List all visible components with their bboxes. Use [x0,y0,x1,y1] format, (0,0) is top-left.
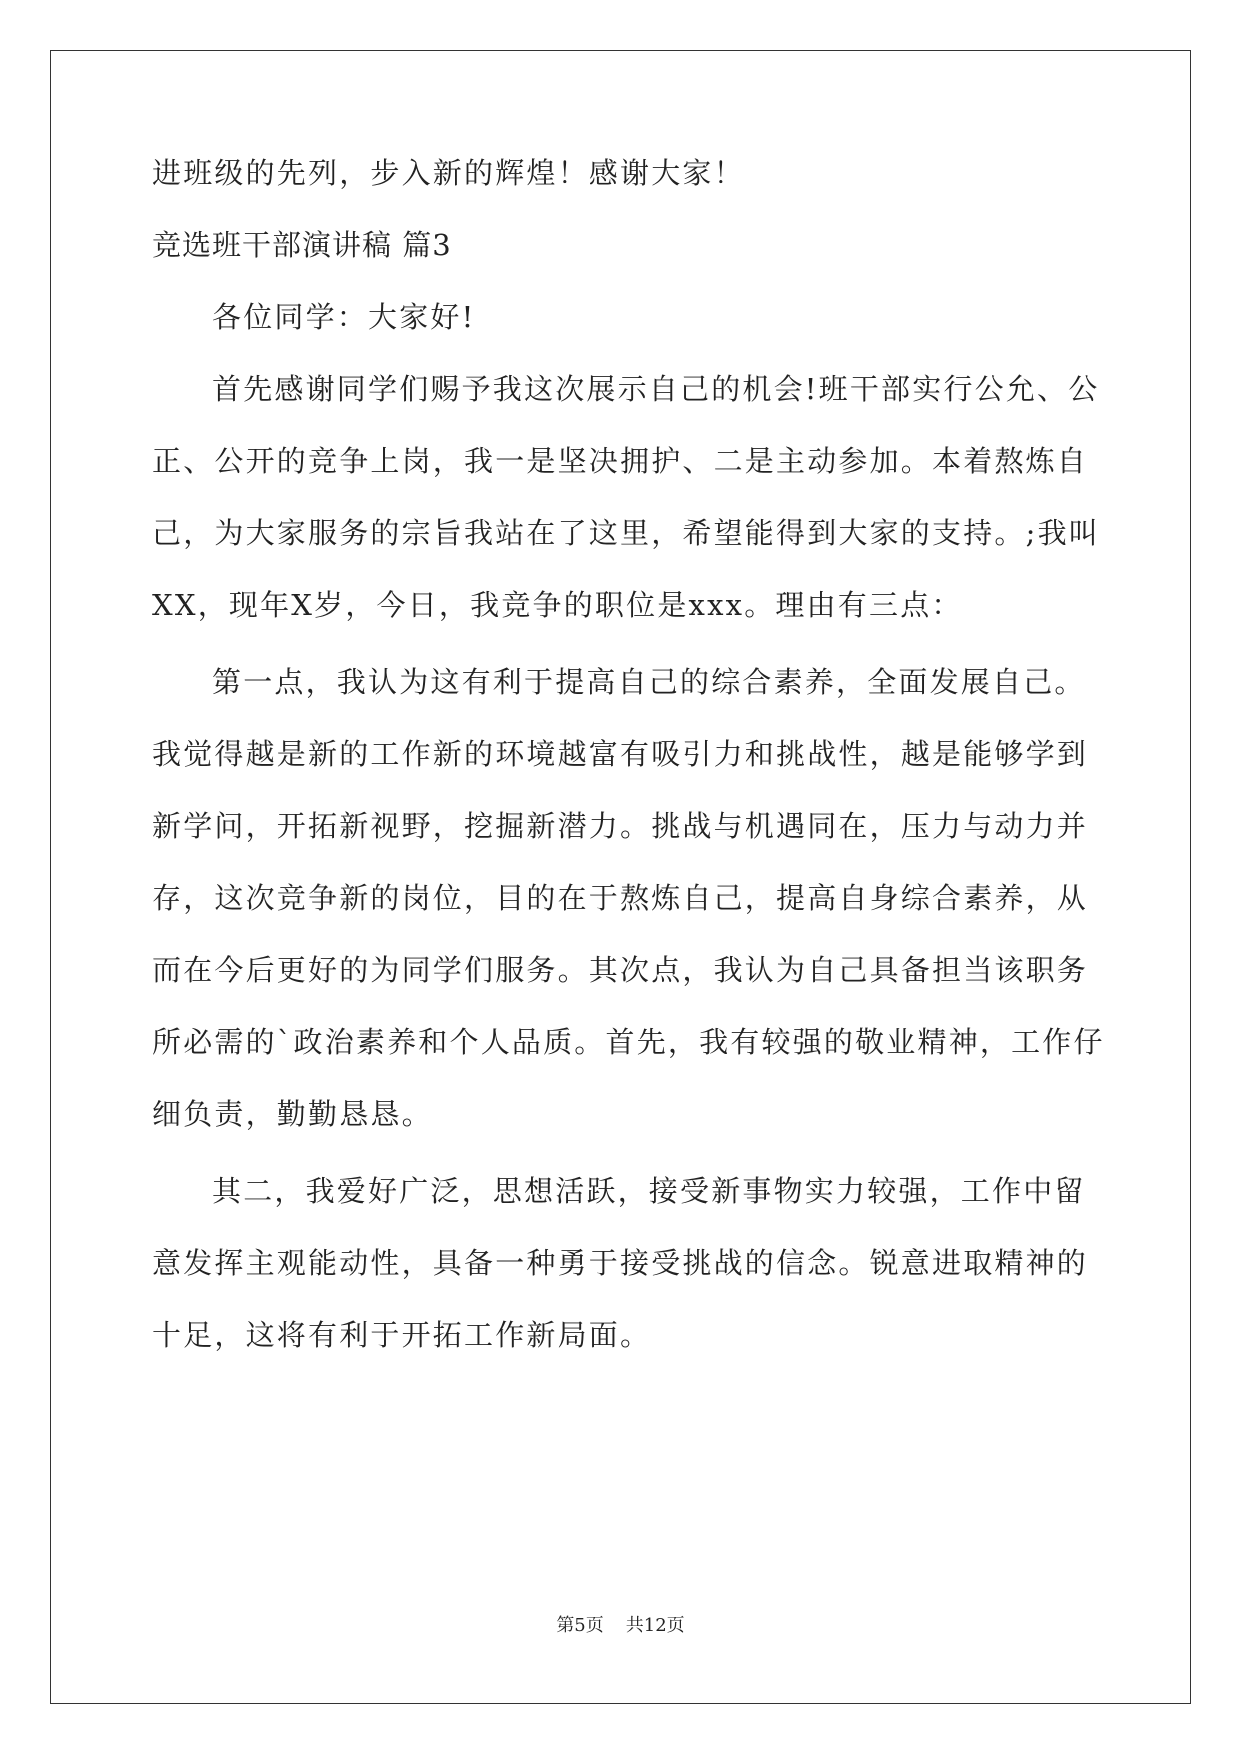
text-line: 所必需的`政治素养和个人品质。首先，我有较强的敬业精神，工作仔 [152,1025,1105,1059]
page-footer [0,1614,1241,1638]
text-line: 新学问，开拓新视野，挖掘新潜力。挑战与机遇同在，压力与动力并 [152,809,1089,843]
text-line: XX，现年X岁，今日，我竞争的职位是xxx。理由有三点： [152,588,963,622]
text-line: 意发挥主观能动性，具备一种勇于接受挑战的信念。锐意进取精神的 [152,1246,1089,1280]
section-title: 竞选班干部演讲稿 篇3 [152,228,452,262]
text-line: 其二，我爱好广泛，思想活跃，接受新事物实力较强，工作中留 [212,1174,1086,1208]
text-line: 己，为大家服务的宗旨我站在了这里，希望能得到大家的支持。;我叫 [152,516,1100,550]
page-total: 共12页 [625,1615,685,1636]
text-line: 第一点，我认为这有利于提高自己的综合素养，全面发展自己。 [212,665,1086,699]
text-line: 正、公开的竞争上岗，我一是坚决拥护、二是主动参加。本着熬炼自 [152,444,1089,478]
text-line: 进班级的先列，步入新的辉煌！感谢大家！ [152,156,745,190]
text-line: 首先感谢同学们赐予我这次展示自己的机会!班干部实行公允、公 [212,372,1100,406]
text-line: 存，这次竞争新的岗位，目的在于熬炼自己，提高自身综合素养，从 [152,881,1089,915]
text-line: 我觉得越是新的工作新的环境越富有吸引力和挑战性，越是能够学到 [152,737,1089,771]
text-line: 细负责，勤勤恳恳。 [152,1097,433,1131]
text-line: 而在今后更好的为同学们服务。其次点，我认为自己具备担当该职务 [152,953,1089,987]
text-line: 十足，这将有利于开拓工作新局面。 [152,1318,652,1352]
page-number: 第5页 [556,1615,604,1636]
greeting-line: 各位同学：大家好! [212,300,476,334]
